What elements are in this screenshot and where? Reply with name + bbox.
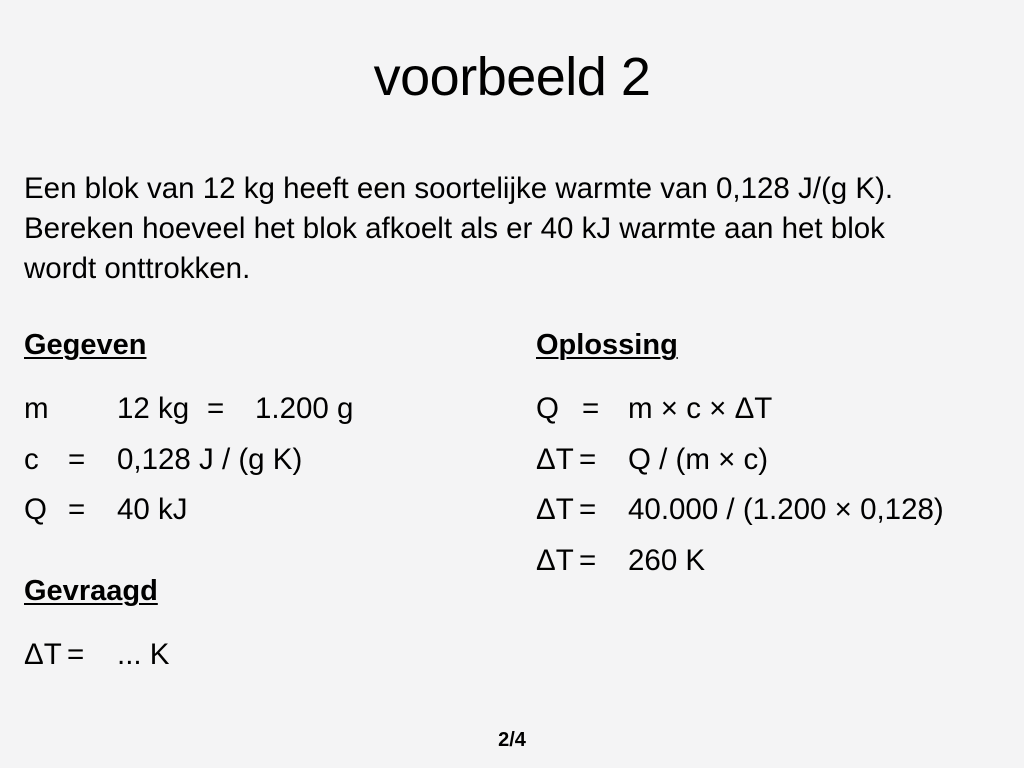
value: 12 kg: [117, 392, 190, 425]
symbol: Q: [536, 392, 559, 425]
page-number: 2/4: [498, 729, 526, 751]
equals-sign: =: [67, 638, 85, 671]
value: 0,128 J / (g K): [117, 443, 303, 476]
problem-line: wordt onttrokken.: [24, 252, 251, 285]
gevraagd-heading: Gevraagd: [24, 575, 158, 607]
symbol: Q: [24, 493, 47, 526]
symbol: ΔT: [536, 544, 574, 577]
value: 40.000 / (1.200 × 0,128): [628, 493, 944, 526]
problem-statement: [24, 169, 1014, 289]
value: 260 K: [628, 544, 706, 577]
equals-sign: =: [68, 443, 86, 476]
value: m × c × ΔT: [628, 392, 773, 425]
slide-title: voorbeeld 2: [373, 47, 651, 107]
equals-sign: =: [579, 443, 597, 476]
equals-sign: =: [582, 392, 600, 425]
symbol: ΔT: [24, 638, 62, 671]
symbol: m: [24, 392, 49, 425]
equals-sign: =: [579, 544, 597, 577]
value: ... K: [117, 638, 170, 671]
value: Q / (m × c): [628, 443, 769, 476]
symbol: ΔT: [536, 443, 574, 476]
oplossing-heading: Oplossing: [536, 329, 678, 361]
value: 40 kJ: [117, 493, 188, 526]
gegeven-heading: Gegeven: [24, 329, 147, 361]
symbol: c: [24, 443, 39, 476]
equals-sign: =: [207, 392, 225, 425]
problem-line: Bereken hoeveel het blok afkoelt als er 40 kJ warmte aan het blok: [24, 212, 885, 245]
converted-value: 1.200 g: [255, 392, 354, 425]
equals-sign: =: [68, 493, 86, 526]
problem-line: Een blok van 12 kg heeft een soortelijke warmte van 0,128 J/(g K).: [24, 172, 894, 205]
equals-sign: =: [579, 493, 597, 526]
symbol: ΔT: [536, 493, 574, 526]
